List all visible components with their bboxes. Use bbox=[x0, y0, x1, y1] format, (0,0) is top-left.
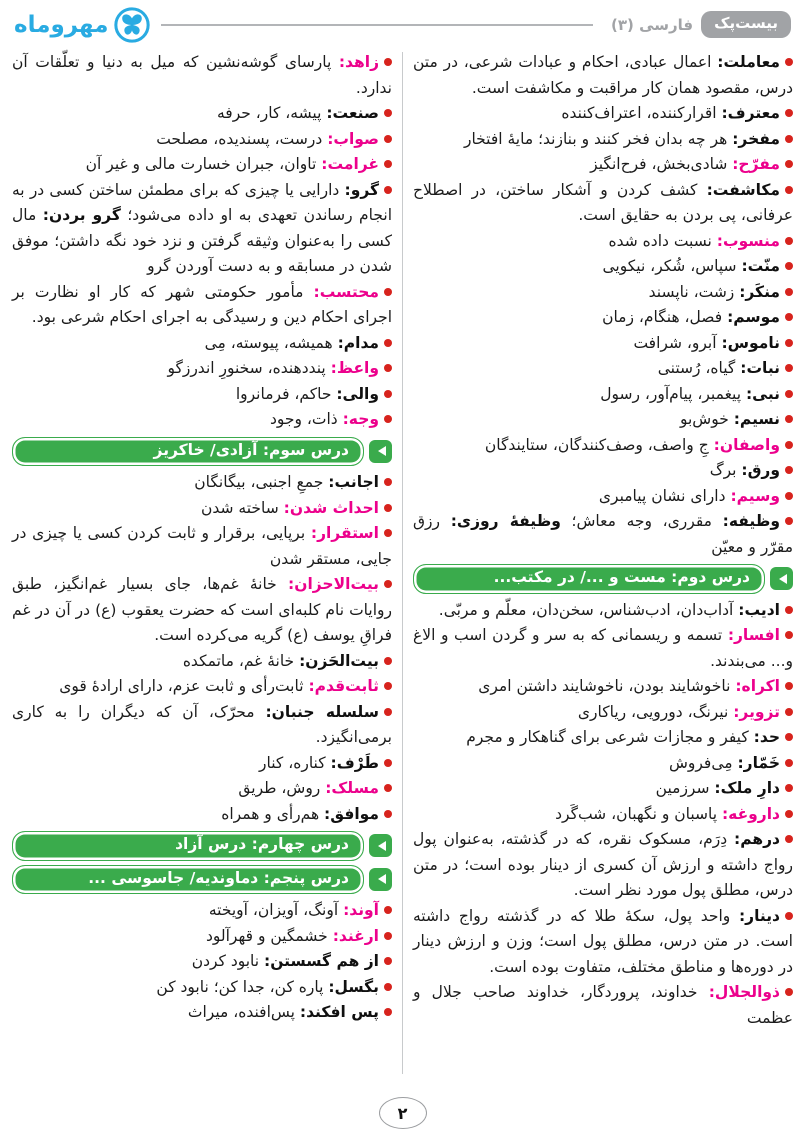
bullet-icon bbox=[785, 517, 793, 525]
definition-text: آداب‌دان، ادب‌شناس، سخن‌دان، معلّم و مربّی. bbox=[438, 600, 739, 619]
lesson-banner bbox=[12, 865, 392, 895]
glossary-entry bbox=[12, 649, 392, 675]
bullet-icon bbox=[384, 983, 392, 991]
glossary-entry bbox=[413, 802, 793, 828]
term-text: نسیم: bbox=[733, 410, 780, 428]
definition-text: نیرنگ، دورویی، ریاکاری bbox=[577, 702, 734, 721]
glossary-entry bbox=[413, 50, 793, 101]
term-text: بیت‌الحَزن: bbox=[299, 651, 379, 670]
definition-text: نسبت داده شده bbox=[608, 231, 717, 250]
glossary-entry bbox=[12, 127, 392, 153]
glossary-entry bbox=[413, 101, 793, 127]
glossary-entry bbox=[12, 152, 392, 178]
bullet-icon bbox=[785, 492, 793, 500]
lesson-banner-label: درس چهارم: درس آزاد bbox=[12, 831, 364, 861]
glossary-entry bbox=[413, 904, 793, 981]
bullet-icon bbox=[384, 708, 392, 716]
definition-text: برپایی، برقرار و ثابت کردن کسی یا چیزی در جایی، مستقر شدن bbox=[12, 524, 392, 568]
term-text: مفرّح: bbox=[732, 155, 780, 173]
bullet-icon bbox=[384, 415, 392, 423]
term-text: بیت‌الاحزان: bbox=[288, 575, 379, 593]
definition-text: درست، پسندیده، مصلحت bbox=[156, 129, 328, 148]
term-text: اجانب: bbox=[328, 473, 379, 491]
glossary-entry bbox=[12, 470, 392, 496]
term-text: ذوالجلال: bbox=[708, 983, 780, 1001]
term-text: وظیفهٔ روزی: bbox=[450, 512, 561, 530]
bullet-icon bbox=[384, 109, 392, 117]
glossary-entry bbox=[12, 382, 392, 408]
lesson-banner-label: درس سوم: آزادی/ خاکریز bbox=[12, 437, 364, 467]
definition-text: کیفر و مجازات شرعی برای گناهکار و مجرم bbox=[466, 728, 754, 746]
publisher-logo bbox=[14, 6, 151, 44]
bullet-icon bbox=[384, 529, 392, 537]
definition-text: پارسای گوشه‌نشین که میل به دنیا و تعلّقات آن ندارد. bbox=[12, 53, 392, 97]
term-text: تزویر: bbox=[733, 702, 780, 721]
definition-text: فصل، هنگام، زمان bbox=[602, 308, 728, 326]
term-text: آوند: bbox=[343, 901, 379, 919]
definition-text: کشف کردن و آشکار ساختن، در اصطلاح عرفانی، پی بردن به حقایق است. bbox=[413, 180, 793, 224]
glossary-columns bbox=[0, 42, 805, 1074]
term-text: خَمّار: bbox=[737, 753, 780, 772]
bullet-icon bbox=[384, 810, 392, 818]
glossary-entry bbox=[12, 280, 392, 331]
bullet-icon bbox=[785, 415, 793, 423]
glossary-entry bbox=[413, 331, 793, 357]
lesson-banner-label: درس پنجم: دماوندیه/ جاسوسی ... bbox=[12, 865, 364, 895]
term-text: گرو: bbox=[344, 180, 379, 199]
term-text: واصفان: bbox=[713, 435, 780, 454]
definition-text: اقرارکننده، اعتراف‌کننده bbox=[561, 104, 722, 122]
term-text: ارغند: bbox=[332, 926, 379, 945]
definition-text: جمعِ اجنبی، بیگانگان bbox=[194, 473, 329, 491]
definition-text: رزق مقرّر و معیّن bbox=[413, 512, 793, 556]
term-text: افسار: bbox=[727, 626, 780, 644]
term-text: مفخر: bbox=[732, 129, 780, 148]
triangle-left-icon bbox=[369, 868, 392, 891]
subject-title: فارسی (۳) bbox=[611, 15, 694, 34]
term-text: زاهد: bbox=[338, 53, 379, 71]
glossary-entry bbox=[12, 356, 392, 382]
term-text: گرو بردن: bbox=[42, 206, 121, 224]
glossary-entry bbox=[413, 458, 793, 484]
term-text: ثابت‌قدم: bbox=[308, 677, 379, 695]
definition-text: سپاس، شُکر، نیکویی bbox=[602, 257, 742, 275]
glossary-entry bbox=[413, 674, 793, 700]
term-text: محتسب: bbox=[313, 282, 379, 301]
bullet-icon bbox=[384, 682, 392, 690]
definition-text: پاسبان و نگهبان، شب‌گَرد bbox=[555, 804, 722, 823]
butterfly-icon bbox=[113, 6, 151, 44]
glossary-entry bbox=[12, 751, 392, 777]
bullet-icon bbox=[785, 466, 793, 474]
glossary-entry bbox=[12, 496, 392, 522]
bullet-icon bbox=[785, 135, 793, 143]
glossary-entry bbox=[12, 1000, 392, 1026]
publisher-name: مهروماه bbox=[14, 11, 109, 38]
term-text: مدام: bbox=[337, 333, 379, 352]
bullet-icon bbox=[785, 810, 793, 818]
bullet-icon bbox=[785, 784, 793, 792]
glossary-entry bbox=[413, 407, 793, 433]
term-text: از هم گسستن: bbox=[264, 952, 379, 970]
definition-text: حاکم، فرمانروا bbox=[235, 384, 337, 403]
glossary-entry bbox=[12, 331, 392, 357]
glossary-entry bbox=[413, 700, 793, 726]
term-text: نبی: bbox=[745, 384, 780, 403]
column-right bbox=[413, 50, 793, 1074]
glossary-entry bbox=[413, 229, 793, 255]
term-text: اکراه: bbox=[735, 677, 780, 695]
bullet-icon bbox=[384, 932, 392, 940]
definition-text: زشت، ناپسند bbox=[648, 282, 740, 301]
glossary-entry bbox=[413, 725, 793, 751]
bullet-icon bbox=[384, 759, 392, 767]
glossary-entry bbox=[413, 152, 793, 178]
term-text: سلسله جنبان: bbox=[265, 702, 379, 721]
bullet-icon bbox=[785, 186, 793, 194]
glossary-entry bbox=[413, 598, 793, 624]
definition-text: ذات، وجود bbox=[269, 410, 343, 428]
glossary-entry bbox=[413, 433, 793, 459]
term-text: پس افکند: bbox=[299, 1003, 379, 1021]
term-text: غرامت: bbox=[321, 155, 379, 173]
bullet-icon bbox=[785, 160, 793, 168]
bullet-icon bbox=[785, 109, 793, 117]
glossary-entry bbox=[413, 280, 793, 306]
glossary-entry bbox=[12, 949, 392, 975]
definition-text: همیشه، پیوسته، مِی bbox=[204, 333, 338, 352]
definition-text: خوش‌بو bbox=[679, 410, 734, 428]
term-text: معاملت: bbox=[717, 53, 780, 71]
triangle-left-icon bbox=[369, 834, 392, 857]
glossary-entry bbox=[413, 382, 793, 408]
bullet-icon bbox=[384, 135, 392, 143]
definition-text: دارایی یا چیزی که برای مطمئن ساختن کسی در به انجام رساندن تعهدی به او داده می‌شود؛ bbox=[12, 180, 393, 224]
definition-text: دارای نشان پیامبری bbox=[598, 486, 731, 505]
definition-text: خانهٔ غم‌ها، جای بسیار غم‌انگیز، طبق روایات نام کلبه‌ای است که حضرت یعقوب (ع) در آن در غم فراقِ یوسف (ع) گریه می‌کرده است. bbox=[12, 575, 392, 644]
page-number: ۲ bbox=[379, 1097, 427, 1129]
glossary-entry bbox=[12, 521, 392, 572]
term-text: درهم: bbox=[734, 830, 780, 848]
bullet-icon bbox=[785, 631, 793, 639]
glossary-entry bbox=[12, 50, 392, 101]
definition-text: نابود کردن bbox=[191, 952, 265, 970]
glossary-entry bbox=[413, 484, 793, 510]
term-text: بگسل: bbox=[328, 977, 379, 996]
bullet-icon bbox=[785, 262, 793, 270]
term-text: دارِ ملک: bbox=[714, 779, 780, 797]
header-rule bbox=[161, 24, 593, 26]
definition-text: پیغمبر، پیام‌آور، رسول bbox=[600, 384, 746, 403]
definition-text: شادی‌بخش، فرح‌انگیز bbox=[590, 155, 733, 173]
bullet-icon bbox=[785, 759, 793, 767]
glossary-entry bbox=[413, 827, 793, 904]
glossary-entry bbox=[12, 572, 392, 649]
definition-text: آبرو، شرافت bbox=[633, 333, 722, 352]
bullet-icon bbox=[384, 580, 392, 588]
definition-text: آونگ، آویزان، آویخته bbox=[208, 901, 344, 919]
lesson-banner bbox=[12, 831, 392, 861]
definition-text: پنددهنده، سخنورِ اندرزگو bbox=[167, 359, 331, 377]
term-text: نبات: bbox=[740, 359, 780, 377]
term-text: ادیب: bbox=[738, 600, 780, 619]
bullet-icon bbox=[384, 1008, 392, 1016]
page-header bbox=[0, 0, 805, 42]
definition-text: اعمال عبادی، احکام و عبادات شرعی، در متن درس، مقصود همان کار مراقبت و مکاشفت است. bbox=[413, 53, 793, 97]
definition-text: پس‌افنده، میراث bbox=[187, 1003, 300, 1021]
glossary-entry bbox=[413, 509, 793, 560]
bullet-icon bbox=[384, 390, 392, 398]
term-text: واعظ: bbox=[330, 359, 379, 377]
bullet-icon bbox=[384, 957, 392, 965]
definition-text: خداوند، پروردگار، خداوند صاحب جلال و عظمت bbox=[413, 983, 793, 1027]
glossary-entry bbox=[12, 407, 392, 433]
bullet-icon bbox=[384, 906, 392, 914]
glossary-entry bbox=[413, 776, 793, 802]
lesson-banner bbox=[413, 564, 793, 594]
glossary-entry bbox=[12, 776, 392, 802]
glossary-entry bbox=[12, 178, 392, 280]
glossary-entry bbox=[12, 975, 392, 1001]
lesson-banner bbox=[12, 437, 392, 467]
glossary-entry bbox=[12, 924, 392, 950]
definition-text: جِ واصف، وصف‌کنندگان، ستایندگان bbox=[484, 435, 714, 454]
bullet-icon bbox=[785, 237, 793, 245]
term-text: منّت: bbox=[741, 257, 780, 275]
definition-text: دِرَم، مسکوک نقره، که در گذشته، به‌عنوان پول رواج داشته و ارزش آن کسری از دینار بوده است؛ در متن درس، مطلق پول مورد نظر است. bbox=[413, 830, 793, 899]
term-text: منسوب: bbox=[716, 231, 780, 250]
definition-text: محرّک، آن که دیگران را به کاری برمی‌انگیزد. bbox=[12, 702, 392, 746]
term-text: احداث شدن: bbox=[283, 498, 379, 517]
bullet-icon bbox=[384, 478, 392, 486]
bullet-icon bbox=[785, 835, 793, 843]
definition-text: ساخته شدن bbox=[201, 498, 284, 517]
column-divider bbox=[402, 52, 403, 1074]
bullet-icon bbox=[384, 186, 392, 194]
term-text: صواب: bbox=[327, 129, 379, 148]
term-text: وجه: bbox=[342, 410, 379, 428]
term-text: دینار: bbox=[738, 906, 780, 925]
definition-text: مال کسی را به‌عنوان وثیقه گرفتن و نزد خود نگه داشتن؛ موفق شدن در مسابقه و به دست آوردن گرو bbox=[12, 206, 392, 275]
bullet-icon bbox=[384, 339, 392, 347]
definition-text: سرزمین bbox=[655, 779, 715, 797]
glossary-entry bbox=[413, 980, 793, 1031]
bullet-icon bbox=[785, 708, 793, 716]
bullet-icon bbox=[384, 657, 392, 665]
definition-text: کناره، کنار bbox=[259, 753, 331, 772]
bullet-icon bbox=[785, 912, 793, 920]
bullet-icon bbox=[785, 988, 793, 996]
glossary-entry bbox=[12, 802, 392, 828]
definition-text: روش، طریق bbox=[238, 779, 326, 797]
glossary-entry bbox=[12, 674, 392, 700]
bullet-icon bbox=[384, 504, 392, 512]
definition-text: واحد پول، سکهٔ طلا که در گذشته رواج داشته است. در متن درس، مطلق پول است؛ وزن و ارزش دینار در دوره‌ها و مناطق مختلف، متفاوت بوده است. bbox=[413, 906, 793, 976]
term-text: وظیفه: bbox=[722, 512, 780, 530]
glossary-entry bbox=[413, 356, 793, 382]
definition-text: پیشه، کار، حرفه bbox=[216, 104, 327, 122]
bullet-icon bbox=[785, 390, 793, 398]
bullet-icon bbox=[384, 58, 392, 66]
bullet-icon bbox=[785, 682, 793, 690]
glossary-entry bbox=[12, 898, 392, 924]
term-text: منکَر: bbox=[739, 282, 780, 301]
bullet-icon bbox=[785, 339, 793, 347]
definition-text: هم‌رأی و همراه bbox=[221, 804, 325, 823]
definition-text: خانهٔ غم، ماتمکده bbox=[182, 651, 300, 670]
glossary-entry bbox=[12, 700, 392, 751]
term-text: موافق: bbox=[324, 804, 379, 823]
bullet-icon bbox=[785, 606, 793, 614]
lesson-banner-label: درس دوم: مست و .../ در مکتب... bbox=[413, 564, 765, 594]
glossary-entry bbox=[413, 254, 793, 280]
definition-text: ثابت‌رأی و ثابت عزم، دارای ارادهٔ قوی bbox=[59, 677, 309, 695]
term-text: وسیم: bbox=[730, 486, 780, 505]
definition-text: تسمه و ریسمانی که به سر و گردن اسب و الاغ و... می‌بندند. bbox=[413, 626, 793, 670]
glossary-entry bbox=[413, 751, 793, 777]
definition-text: خشمگین و قهرآلود bbox=[205, 926, 333, 945]
bullet-icon bbox=[785, 441, 793, 449]
column-left bbox=[12, 50, 392, 1074]
triangle-left-icon bbox=[770, 567, 793, 590]
bullet-icon bbox=[384, 784, 392, 792]
glossary-entry bbox=[413, 623, 793, 674]
term-text: مکاشفت: bbox=[706, 180, 780, 199]
term-text: ورق: bbox=[741, 461, 780, 479]
term-text: استقرار: bbox=[310, 524, 379, 542]
glossary-entry bbox=[413, 305, 793, 331]
bullet-icon bbox=[785, 364, 793, 372]
bullet-icon bbox=[384, 364, 392, 372]
definition-text: پاره کن، جدا کن؛ نابود کن bbox=[156, 977, 329, 996]
definition-text: تاوان، جبران خسارت مالی و غیر آن bbox=[85, 155, 322, 173]
bullet-icon bbox=[785, 58, 793, 66]
definition-text: برگ bbox=[709, 461, 742, 479]
bullet-icon bbox=[384, 288, 392, 296]
glossary-entry bbox=[413, 178, 793, 229]
glossary-entry bbox=[12, 101, 392, 127]
term-text: صنعت: bbox=[326, 104, 379, 122]
definition-text: هر چه بدان فخر کنند و بنازند؛ مایهٔ افتخار bbox=[463, 129, 733, 148]
term-text: مسلک: bbox=[325, 779, 379, 797]
bullet-icon bbox=[785, 733, 793, 741]
term-text: معترف: bbox=[721, 104, 780, 122]
definition-text: مأمور حکومتی شهر که کار او نظارت بر اجرای احکام دین و رسیدگی به اجرای احکام شرعی بود. bbox=[12, 282, 392, 326]
term-text: داروغه: bbox=[721, 804, 780, 823]
term-text: طَرْف: bbox=[330, 753, 379, 772]
bullet-icon bbox=[785, 288, 793, 296]
definition-text: مِی‌فروش bbox=[668, 753, 738, 772]
bullet-icon bbox=[384, 160, 392, 168]
term-text: موسم: bbox=[727, 308, 780, 326]
term-text: حد: bbox=[753, 728, 780, 746]
series-badge: بیست‌پک bbox=[701, 11, 791, 38]
bullet-icon bbox=[785, 313, 793, 321]
glossary-entry bbox=[413, 127, 793, 153]
term-text: والی: bbox=[336, 384, 379, 403]
definition-text: گیاه، رُستنی bbox=[657, 359, 741, 377]
triangle-left-icon bbox=[369, 440, 392, 463]
definition-text: ناخوشایند بودن، ناخوشایند داشتن امری bbox=[478, 677, 736, 695]
definition-text: مقرری، وجه معاش؛ bbox=[560, 512, 723, 530]
term-text: ناموس: bbox=[721, 333, 780, 352]
